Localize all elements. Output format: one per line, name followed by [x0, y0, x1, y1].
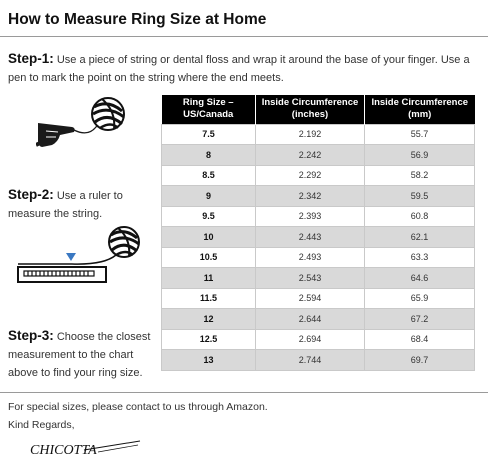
- table-row: [162, 227, 475, 248]
- hand-pointing-icon: [36, 123, 75, 147]
- step-2-label: Step-2:: [8, 187, 54, 202]
- ring-size-cell: 11: [162, 268, 256, 289]
- marker-triangle-icon: [66, 253, 76, 261]
- inches-cell: 2.493: [256, 247, 365, 268]
- inches-cell: 2.744: [256, 350, 365, 371]
- header-circumference-inches: Inside Circumference (inches): [256, 95, 365, 124]
- inches-cell: 2.192: [256, 124, 365, 145]
- ring-size-cell: 9: [162, 186, 256, 207]
- inches-cell: 2.543: [256, 268, 365, 289]
- mm-cell: 69.7: [365, 350, 475, 371]
- ring-size-cell: 9.5: [162, 206, 256, 227]
- ruler-with-yarn-illustration: [16, 225, 146, 290]
- ring-size-cell: 10.5: [162, 247, 256, 268]
- step-3-label: Step-3:: [8, 328, 54, 343]
- inches-cell: 2.443: [256, 227, 365, 248]
- mm-cell: 64.6: [365, 268, 475, 289]
- inches-cell: 2.644: [256, 309, 365, 330]
- step-2-text: Use a ruler to measure the string.: [8, 190, 123, 220]
- table-row: [162, 186, 475, 207]
- mm-cell: 65.9: [365, 288, 475, 309]
- inches-cell: 2.393: [256, 206, 365, 227]
- hand-with-yarn-illustration: [36, 97, 146, 157]
- ring-size-table: [161, 95, 475, 371]
- inches-cell: 2.342: [256, 186, 365, 207]
- mm-cell: 60.8: [365, 206, 475, 227]
- yarn-ball-icon: [92, 98, 124, 130]
- mm-cell: 62.1: [365, 227, 475, 248]
- inches-cell: 2.242: [256, 145, 365, 166]
- ring-size-cell: 12: [162, 309, 256, 330]
- closing-regards: Kind Regards,: [8, 419, 75, 431]
- inches-cell: 2.292: [256, 165, 365, 186]
- table-row: [162, 288, 475, 309]
- mm-cell: 56.9: [365, 145, 475, 166]
- table-row: [162, 206, 475, 227]
- inches-cell: 2.694: [256, 329, 365, 350]
- table-row: [162, 145, 475, 166]
- table-header-row: [162, 95, 475, 124]
- step-1-text: Use a piece of string or dental floss and wrap it around the base of your finger. Use a pen to mark the point on the string where the end meets.: [8, 54, 470, 84]
- step-3-text: Choose the closest measurement to the chart above to find your ring size.: [8, 331, 151, 379]
- table-row: [162, 247, 475, 268]
- table-row: [162, 329, 475, 350]
- inches-cell: 2.594: [256, 288, 365, 309]
- step-1-label: Step-1:: [8, 51, 54, 66]
- signature-text: CHICOTTA: [30, 443, 97, 458]
- signature: [28, 438, 148, 460]
- ring-size-cell: 13: [162, 350, 256, 371]
- table-row: [162, 124, 475, 145]
- ring-size-cell: 10: [162, 227, 256, 248]
- table-row: [162, 309, 475, 330]
- step-3-instruction: [8, 327, 158, 382]
- header-circumference-mm: Inside Circumference (mm): [365, 95, 475, 124]
- footer-divider: [0, 392, 488, 393]
- page-title: How to Measure Ring Size at Home: [8, 11, 267, 28]
- mm-cell: 68.4: [365, 329, 475, 350]
- step-2-instruction: [8, 186, 158, 223]
- ring-size-cell: 12.5: [162, 329, 256, 350]
- contact-note: For special sizes, please contact to us through Amazon.: [8, 401, 268, 413]
- ring-size-cell: 11.5: [162, 288, 256, 309]
- table-row: [162, 350, 475, 371]
- mm-cell: 55.7: [365, 124, 475, 145]
- table-row: [162, 165, 475, 186]
- table-row: [162, 268, 475, 289]
- mm-cell: 58.2: [365, 165, 475, 186]
- header-ring-size: Ring Size – US/Canada: [162, 95, 256, 124]
- yarn-ball-icon: [109, 227, 139, 257]
- title-divider: [0, 36, 488, 37]
- ring-size-cell: 8: [162, 145, 256, 166]
- mm-cell: 63.3: [365, 247, 475, 268]
- step-1-instruction: [8, 50, 484, 87]
- ring-size-cell: 8.5: [162, 165, 256, 186]
- mm-cell: 59.5: [365, 186, 475, 207]
- mm-cell: 67.2: [365, 309, 475, 330]
- ruler-icon: [18, 267, 106, 282]
- ring-size-cell: 7.5: [162, 124, 256, 145]
